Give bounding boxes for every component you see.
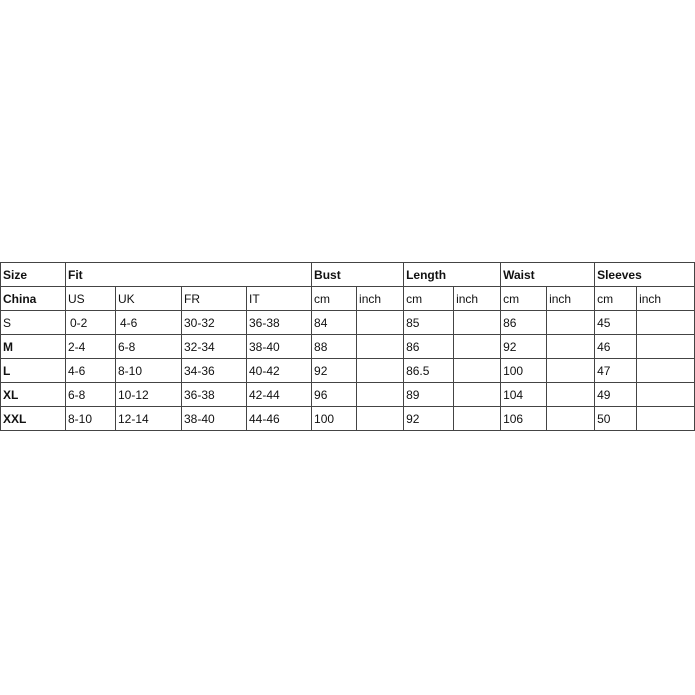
bust-cm-cell: 84 bbox=[312, 311, 357, 335]
fr-cell: 34-36 bbox=[182, 359, 247, 383]
uk-cell: 10-12 bbox=[116, 383, 182, 407]
length-cm-cell: 89 bbox=[404, 383, 454, 407]
subheader-length-cm: cm bbox=[404, 287, 454, 311]
length-cm-cell: 86 bbox=[404, 335, 454, 359]
bust-cm-cell: 96 bbox=[312, 383, 357, 407]
bust-cm-cell: 88 bbox=[312, 335, 357, 359]
size-cell: L bbox=[1, 359, 66, 383]
waist-cm-cell: 86 bbox=[501, 311, 547, 335]
length-inch-cell bbox=[454, 407, 501, 431]
length-inch-cell bbox=[454, 335, 501, 359]
us-cell: 4-6 bbox=[66, 359, 116, 383]
header-length: Length bbox=[404, 263, 501, 287]
us-cell: 2-4 bbox=[66, 335, 116, 359]
table-row bbox=[1, 359, 695, 383]
length-cm-cell: 86.5 bbox=[404, 359, 454, 383]
waist-cm-cell: 100 bbox=[501, 359, 547, 383]
waist-inch-cell bbox=[547, 359, 595, 383]
waist-inch-cell bbox=[547, 311, 595, 335]
uk-cell: 12-14 bbox=[116, 407, 182, 431]
bust-inch-cell bbox=[357, 383, 404, 407]
size-cell: S bbox=[1, 311, 66, 335]
bust-inch-cell bbox=[357, 335, 404, 359]
table-row bbox=[1, 311, 695, 335]
subheader-uk: UK bbox=[116, 287, 182, 311]
subheader-it: IT bbox=[247, 287, 312, 311]
header-waist: Waist bbox=[501, 263, 595, 287]
subheader-fr: FR bbox=[182, 287, 247, 311]
subheader-sleeves-cm: cm bbox=[595, 287, 637, 311]
sleeves-inch-cell bbox=[637, 407, 695, 431]
size-cell: M bbox=[1, 335, 66, 359]
subheader-length-inch: inch bbox=[454, 287, 501, 311]
bust-inch-cell bbox=[357, 311, 404, 335]
it-cell: 44-46 bbox=[247, 407, 312, 431]
length-inch-cell bbox=[454, 359, 501, 383]
waist-cm-cell: 106 bbox=[501, 407, 547, 431]
size-cell: XXL bbox=[1, 407, 66, 431]
sleeves-cm-cell: 45 bbox=[595, 311, 637, 335]
header-bust: Bust bbox=[312, 263, 404, 287]
us-cell: 0-2 bbox=[66, 311, 116, 335]
waist-inch-cell bbox=[547, 407, 595, 431]
sleeves-inch-cell bbox=[637, 359, 695, 383]
bust-inch-cell bbox=[357, 359, 404, 383]
subheader-bust-cm: cm bbox=[312, 287, 357, 311]
sleeves-cm-cell: 46 bbox=[595, 335, 637, 359]
bust-cm-cell: 100 bbox=[312, 407, 357, 431]
subheader-us: US bbox=[66, 287, 116, 311]
subheader-waist-cm: cm bbox=[501, 287, 547, 311]
length-cm-cell: 85 bbox=[404, 311, 454, 335]
it-cell: 42-44 bbox=[247, 383, 312, 407]
header-row bbox=[1, 263, 695, 287]
subheader-sleeves-inch: inch bbox=[637, 287, 695, 311]
bust-inch-cell bbox=[357, 407, 404, 431]
size-cell: XL bbox=[1, 383, 66, 407]
size-chart-table bbox=[0, 262, 695, 431]
uk-cell: 4-6 bbox=[116, 311, 182, 335]
bust-cm-cell: 92 bbox=[312, 359, 357, 383]
length-inch-cell bbox=[454, 311, 501, 335]
uk-cell: 6-8 bbox=[116, 335, 182, 359]
subheader-row bbox=[1, 287, 695, 311]
us-cell: 6-8 bbox=[66, 383, 116, 407]
header-fit: Fit bbox=[66, 263, 312, 287]
subheader-bust-inch: inch bbox=[357, 287, 404, 311]
table-row bbox=[1, 383, 695, 407]
waist-inch-cell bbox=[547, 335, 595, 359]
waist-inch-cell bbox=[547, 383, 595, 407]
sleeves-cm-cell: 47 bbox=[595, 359, 637, 383]
sleeves-cm-cell: 49 bbox=[595, 383, 637, 407]
fr-cell: 36-38 bbox=[182, 383, 247, 407]
uk-cell: 8-10 bbox=[116, 359, 182, 383]
fr-cell: 30-32 bbox=[182, 311, 247, 335]
fr-cell: 32-34 bbox=[182, 335, 247, 359]
table-row bbox=[1, 335, 695, 359]
it-cell: 38-40 bbox=[247, 335, 312, 359]
waist-cm-cell: 92 bbox=[501, 335, 547, 359]
length-cm-cell: 92 bbox=[404, 407, 454, 431]
it-cell: 40-42 bbox=[247, 359, 312, 383]
length-inch-cell bbox=[454, 383, 501, 407]
header-sleeves: Sleeves bbox=[595, 263, 695, 287]
sleeves-inch-cell bbox=[637, 383, 695, 407]
subheader-waist-inch: inch bbox=[547, 287, 595, 311]
subheader-china: China bbox=[1, 287, 66, 311]
us-cell: 8-10 bbox=[66, 407, 116, 431]
fr-cell: 38-40 bbox=[182, 407, 247, 431]
waist-cm-cell: 104 bbox=[501, 383, 547, 407]
sleeves-cm-cell: 50 bbox=[595, 407, 637, 431]
sleeves-inch-cell bbox=[637, 335, 695, 359]
sleeves-inch-cell bbox=[637, 311, 695, 335]
table-row bbox=[1, 407, 695, 431]
header-size: Size bbox=[1, 263, 66, 287]
it-cell: 36-38 bbox=[247, 311, 312, 335]
